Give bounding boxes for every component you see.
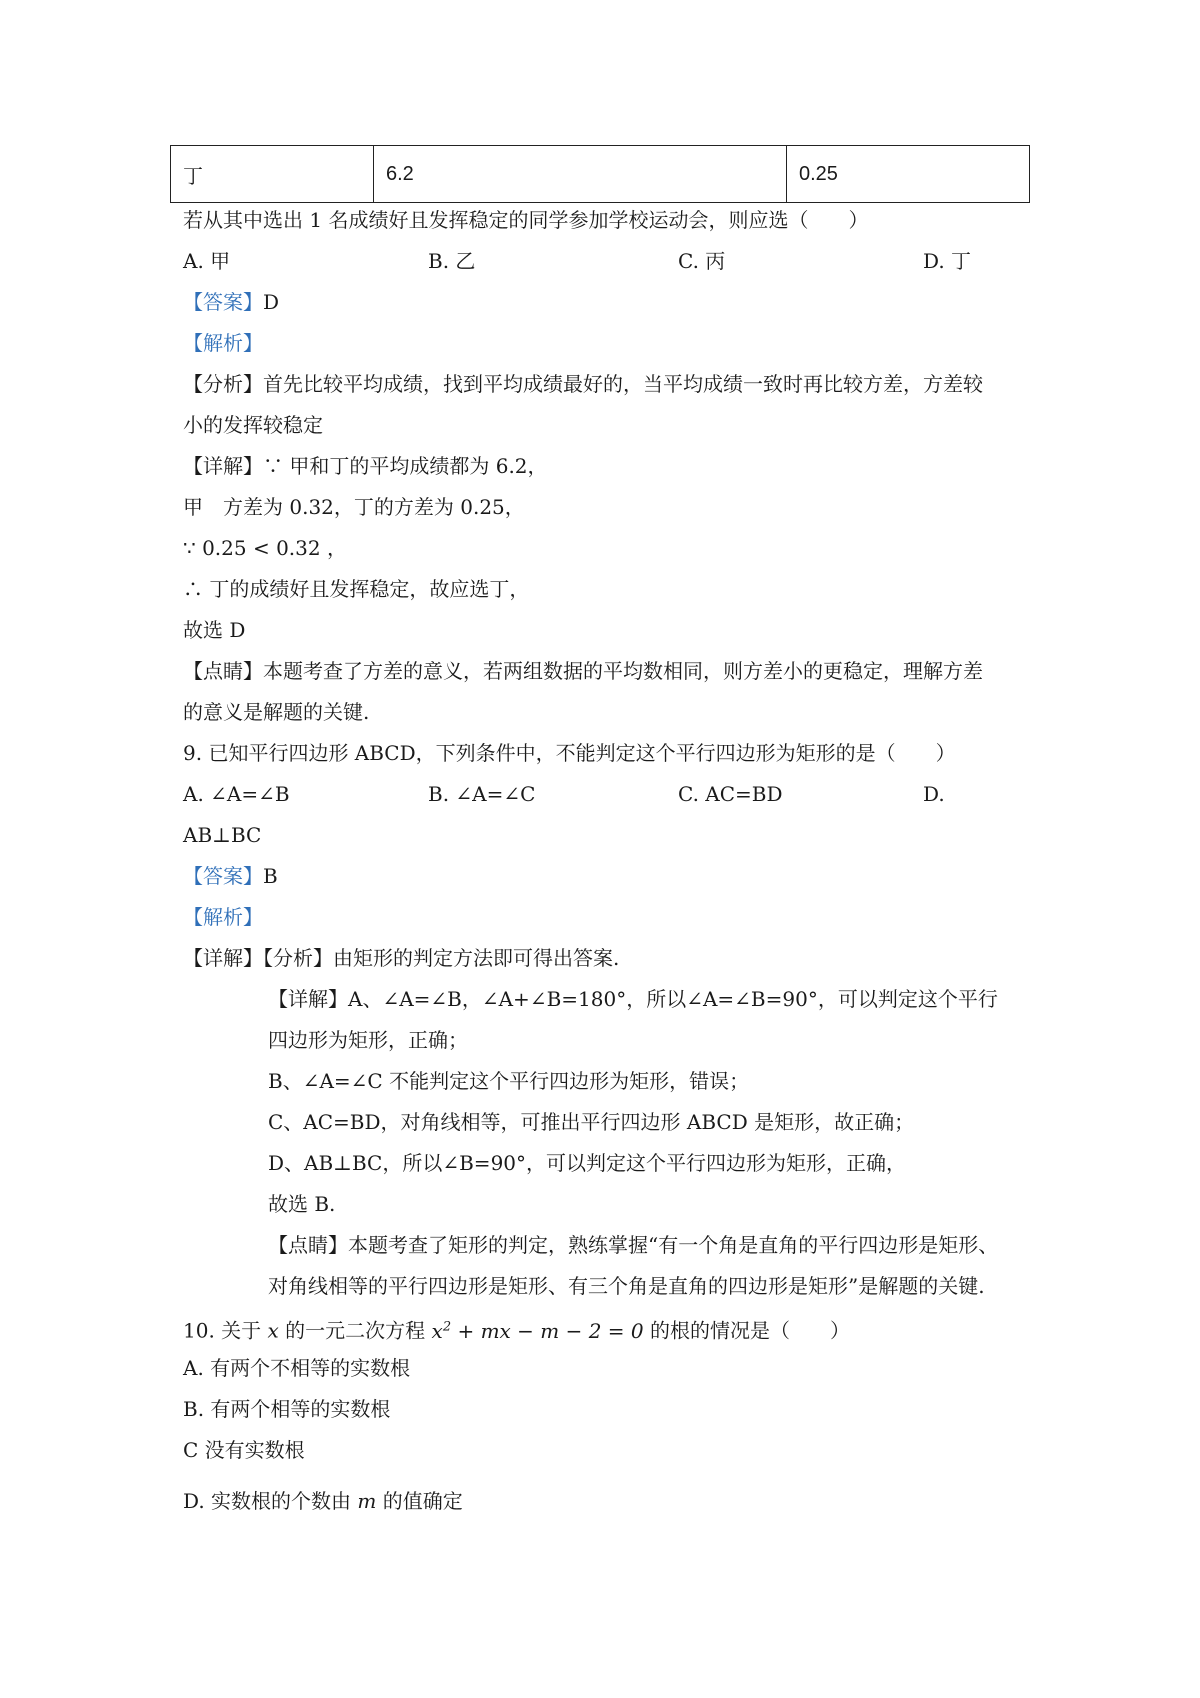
eq-x: x <box>431 1318 443 1343</box>
table-row <box>171 146 1030 203</box>
scores-table <box>170 145 1030 203</box>
q8-detail-line-1 <box>183 452 548 480</box>
eq-rest: + mx − m − 2 = 0 <box>457 1318 644 1343</box>
q10-option-b: B. 有两个相等的实数根 <box>183 1397 391 1421</box>
analysis-tag: 【解析】 <box>183 905 263 929</box>
q9-option-d: D. <box>923 782 945 806</box>
q9-detail-line-6: 故选 B. <box>268 1192 336 1216</box>
q10-stem <box>183 1313 850 1345</box>
q9-detail-line-5: D、AB⊥BC，所以∠B=90°，可以判定这个平行四边形为矩形，正确， <box>268 1151 907 1175</box>
detail-text: A、∠A=∠B，∠A+∠B=180°，所以∠A=∠B=90°，可以判定这个平行 <box>348 987 998 1011</box>
q9-option-c: C. AC=BD <box>678 782 783 806</box>
q10-option-d-prefix: D. 实数根的个数由 <box>183 1489 352 1513</box>
q8-detail-line-2: 甲 方差为 0.32，丁的方差为 0.25， <box>183 495 525 519</box>
table-cell-mean: 6.2 <box>374 146 787 203</box>
q8-dianjing-line-1 <box>183 657 983 685</box>
answer-tag: 【答案】 <box>183 290 263 314</box>
q10-option-a: A. 有两个不相等的实数根 <box>183 1356 411 1380</box>
dianjing-text: 本题考查了矩形的判定，熟练掌握“有一个角是直角的平行四边形是矩形、 <box>348 1233 999 1257</box>
q10-equation <box>432 1319 644 1343</box>
q8-detail-line-4: ∴ 丁的成绩好且发挥稳定，故应选丁， <box>183 577 530 601</box>
q10-option-d <box>183 1487 463 1515</box>
analysis-tag: 【解析】 <box>183 331 263 355</box>
q10-variable-x: x <box>267 1318 279 1343</box>
answer-value: D <box>263 290 280 314</box>
q9-option-d-text: AB⊥BC <box>183 823 262 847</box>
fenxi-text: 首先比较平均成绩，找到平均成绩最好的，当平均成绩一致时再比较方差，方差较 <box>263 372 983 396</box>
detail-tag: 【详解】 <box>183 454 263 478</box>
detail-text: ∵ 甲和丁的平均成绩都为 6.2， <box>263 454 548 478</box>
detail-tag: 【详解】 <box>268 987 348 1011</box>
q9-option-a: A. ∠A=∠B <box>183 782 290 806</box>
dianjing-tag: 【点睛】 <box>268 1233 348 1257</box>
q8-option-b: B. 乙 <box>428 249 476 273</box>
q9-detail-line-3: B、∠A=∠C 不能判定这个平行四边形为矩形，错误； <box>268 1069 750 1093</box>
eq-exponent: 2 <box>442 1319 452 1334</box>
q9-detail-fenxi-line <box>183 944 619 972</box>
q10-stem-middle: 的一元二次方程 <box>285 1318 426 1343</box>
q8-option-c: C. 丙 <box>678 249 726 273</box>
answer-value: B <box>263 864 278 888</box>
detail-fenxi-tag: 【详解】【分析】 <box>183 946 333 970</box>
q9-option-b: B. ∠A=∠C <box>428 782 536 806</box>
answer-tag: 【答案】 <box>183 864 263 888</box>
q9-stem: 9. 已知平行四边形 ABCD，下列条件中，不能判定这个平行四边形为矩形的是（ ） <box>183 741 956 765</box>
q8-dianjing-line-2: 的意义是解题的关键. <box>183 700 370 724</box>
q10-stem-prefix: 10. 关于 <box>183 1318 262 1343</box>
q10-option-d-suffix: 的值确定 <box>382 1489 463 1513</box>
q8-detail-line-5: 故选 D <box>183 618 246 642</box>
q10-option-c: C 没有实数根 <box>183 1438 305 1462</box>
q8-detail-line-3: ∵ 0.25 < 0.32 ， <box>183 536 347 560</box>
q10-stem-suffix: 的根的情况是（ ） <box>650 1318 851 1343</box>
q9-dianjing-line-1 <box>268 1231 998 1259</box>
q8-fenxi-line <box>183 370 983 398</box>
dianjing-tag: 【点睛】 <box>183 659 263 683</box>
table-cell-variance: 0.25 <box>787 146 1030 203</box>
q8-answer-line <box>183 288 279 316</box>
q9-detail-line-2: 四边形为矩形，正确； <box>268 1028 468 1052</box>
q9-dianjing-line-2: 对角线相等的平行四边形是矩形、有三个角是直角的四边形是矩形”是解题的关键. <box>268 1274 985 1298</box>
q8-option-d: D. 丁 <box>923 249 972 273</box>
q10-option-d-variable: m <box>357 1489 377 1513</box>
q8-fenxi-line-2: 小的发挥较稳定 <box>183 413 323 437</box>
q9-answer-line <box>183 862 278 890</box>
q9-detail-line-4: C、AC=BD，对角线相等，可推出平行四边形 ABCD 是矩形，故正确； <box>268 1110 915 1134</box>
q9-detail-line-1 <box>268 985 998 1013</box>
q8-stem: 若从其中选出 1 名成绩好且发挥稳定的同学参加学校运动会，则应选（ ） <box>183 208 869 232</box>
q8-option-a: A. 甲 <box>183 249 231 273</box>
table-cell-name: 丁 <box>171 146 374 203</box>
dianjing-text: 本题考查了方差的意义，若两组数据的平均数相同，则方差小的更稳定，理解方差 <box>263 659 983 683</box>
fenxi-tag: 【分析】 <box>183 372 263 396</box>
detail-fenxi-text: 由矩形的判定方法即可得出答案. <box>333 946 620 970</box>
